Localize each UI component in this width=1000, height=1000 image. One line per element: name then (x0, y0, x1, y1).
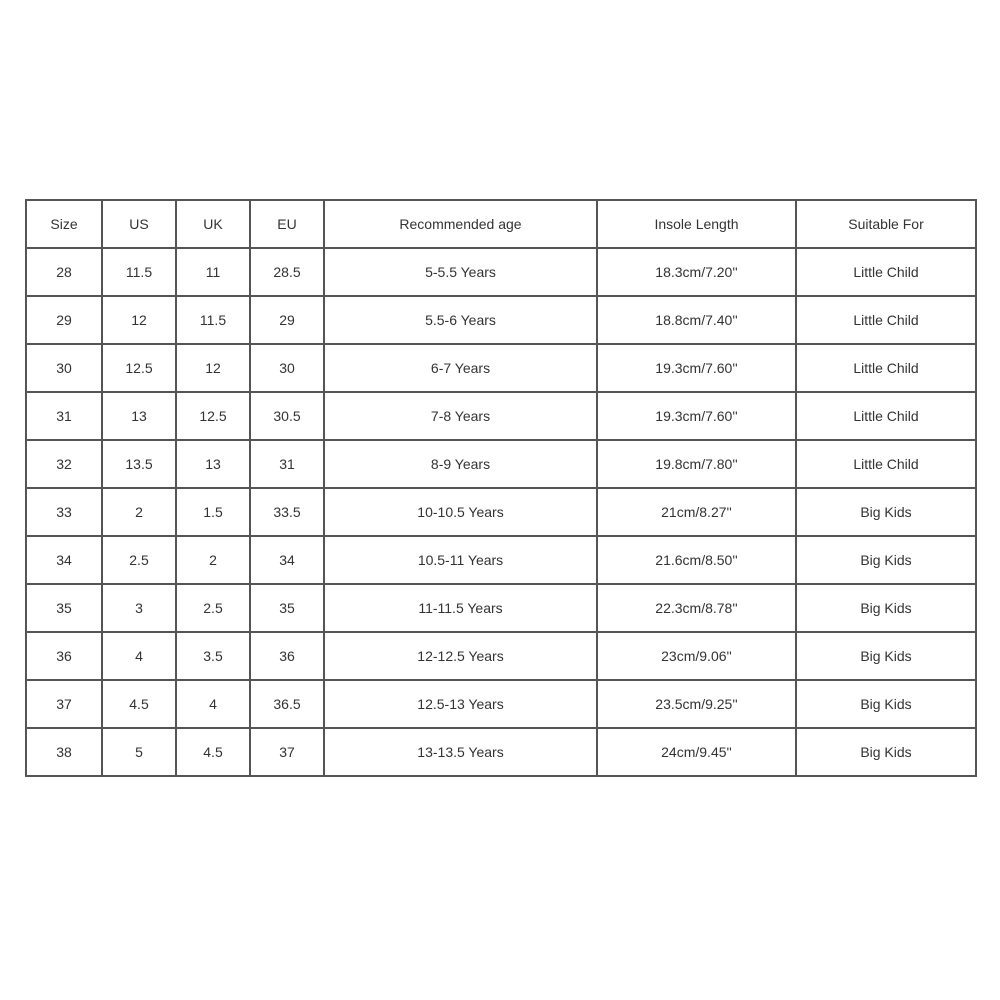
cell-insole-length: 18.3cm/7.20'' (597, 248, 796, 296)
cell-recommended-age: 6-7 Years (324, 344, 597, 392)
cell-suitable-for: Big Kids (796, 488, 976, 536)
cell-insole-length: 21.6cm/8.50'' (597, 536, 796, 584)
cell-recommended-age: 10.5-11 Years (324, 536, 597, 584)
cell-uk: 12 (176, 344, 250, 392)
cell-us: 12 (102, 296, 176, 344)
cell-us: 2 (102, 488, 176, 536)
cell-uk: 3.5 (176, 632, 250, 680)
cell-size: 31 (26, 392, 102, 440)
cell-us: 5 (102, 728, 176, 776)
table-row (26, 536, 976, 584)
size-chart-table (25, 199, 977, 777)
cell-uk: 11.5 (176, 296, 250, 344)
cell-suitable-for: Big Kids (796, 680, 976, 728)
cell-insole-length: 23.5cm/9.25'' (597, 680, 796, 728)
table-row (26, 584, 976, 632)
cell-recommended-age: 8-9 Years (324, 440, 597, 488)
cell-insole-length: 24cm/9.45'' (597, 728, 796, 776)
header-us: US (102, 200, 176, 248)
cell-recommended-age: 5.5-6 Years (324, 296, 597, 344)
cell-eu: 30 (250, 344, 324, 392)
cell-uk: 4 (176, 680, 250, 728)
table-row (26, 728, 976, 776)
cell-insole-length: 19.3cm/7.60'' (597, 344, 796, 392)
cell-eu: 36 (250, 632, 324, 680)
cell-uk: 13 (176, 440, 250, 488)
cell-insole-length: 18.8cm/7.40'' (597, 296, 796, 344)
cell-uk: 12.5 (176, 392, 250, 440)
cell-uk: 2 (176, 536, 250, 584)
cell-eu: 35 (250, 584, 324, 632)
header-row (26, 200, 976, 248)
cell-eu: 29 (250, 296, 324, 344)
cell-suitable-for: Little Child (796, 392, 976, 440)
cell-us: 2.5 (102, 536, 176, 584)
cell-eu: 33.5 (250, 488, 324, 536)
cell-size: 32 (26, 440, 102, 488)
cell-size: 34 (26, 536, 102, 584)
header-recommended-age: Recommended age (324, 200, 597, 248)
cell-us: 13.5 (102, 440, 176, 488)
cell-us: 11.5 (102, 248, 176, 296)
cell-us: 4 (102, 632, 176, 680)
cell-insole-length: 21cm/8.27'' (597, 488, 796, 536)
cell-suitable-for: Little Child (796, 248, 976, 296)
cell-us: 4.5 (102, 680, 176, 728)
cell-suitable-for: Little Child (796, 344, 976, 392)
cell-recommended-age: 13-13.5 Years (324, 728, 597, 776)
cell-size: 36 (26, 632, 102, 680)
cell-recommended-age: 7-8 Years (324, 392, 597, 440)
cell-recommended-age: 12-12.5 Years (324, 632, 597, 680)
cell-insole-length: 23cm/9.06'' (597, 632, 796, 680)
table-row (26, 344, 976, 392)
cell-size: 28 (26, 248, 102, 296)
cell-eu: 34 (250, 536, 324, 584)
cell-insole-length: 19.3cm/7.60'' (597, 392, 796, 440)
cell-eu: 28.5 (250, 248, 324, 296)
cell-eu: 31 (250, 440, 324, 488)
cell-recommended-age: 11-11.5 Years (324, 584, 597, 632)
header-uk: UK (176, 200, 250, 248)
header-eu: EU (250, 200, 324, 248)
cell-suitable-for: Little Child (796, 296, 976, 344)
cell-size: 30 (26, 344, 102, 392)
table-row (26, 248, 976, 296)
cell-uk: 11 (176, 248, 250, 296)
header-size: Size (26, 200, 102, 248)
header-suitable-for: Suitable For (796, 200, 976, 248)
table-row (26, 680, 976, 728)
table-row (26, 632, 976, 680)
cell-recommended-age: 10-10.5 Years (324, 488, 597, 536)
cell-suitable-for: Big Kids (796, 632, 976, 680)
table-row (26, 488, 976, 536)
cell-insole-length: 22.3cm/8.78'' (597, 584, 796, 632)
cell-uk: 4.5 (176, 728, 250, 776)
cell-uk: 1.5 (176, 488, 250, 536)
cell-suitable-for: Big Kids (796, 728, 976, 776)
cell-us: 3 (102, 584, 176, 632)
cell-size: 38 (26, 728, 102, 776)
cell-size: 37 (26, 680, 102, 728)
cell-suitable-for: Big Kids (796, 536, 976, 584)
table-row (26, 296, 976, 344)
table-row (26, 440, 976, 488)
cell-eu: 36.5 (250, 680, 324, 728)
cell-eu: 30.5 (250, 392, 324, 440)
cell-uk: 2.5 (176, 584, 250, 632)
cell-us: 13 (102, 392, 176, 440)
cell-suitable-for: Big Kids (796, 584, 976, 632)
cell-us: 12.5 (102, 344, 176, 392)
cell-size: 29 (26, 296, 102, 344)
cell-eu: 37 (250, 728, 324, 776)
cell-recommended-age: 12.5-13 Years (324, 680, 597, 728)
cell-recommended-age: 5-5.5 Years (324, 248, 597, 296)
cell-size: 35 (26, 584, 102, 632)
cell-suitable-for: Little Child (796, 440, 976, 488)
cell-size: 33 (26, 488, 102, 536)
header-insole-length: Insole Length (597, 200, 796, 248)
table-row (26, 392, 976, 440)
cell-insole-length: 19.8cm/7.80'' (597, 440, 796, 488)
